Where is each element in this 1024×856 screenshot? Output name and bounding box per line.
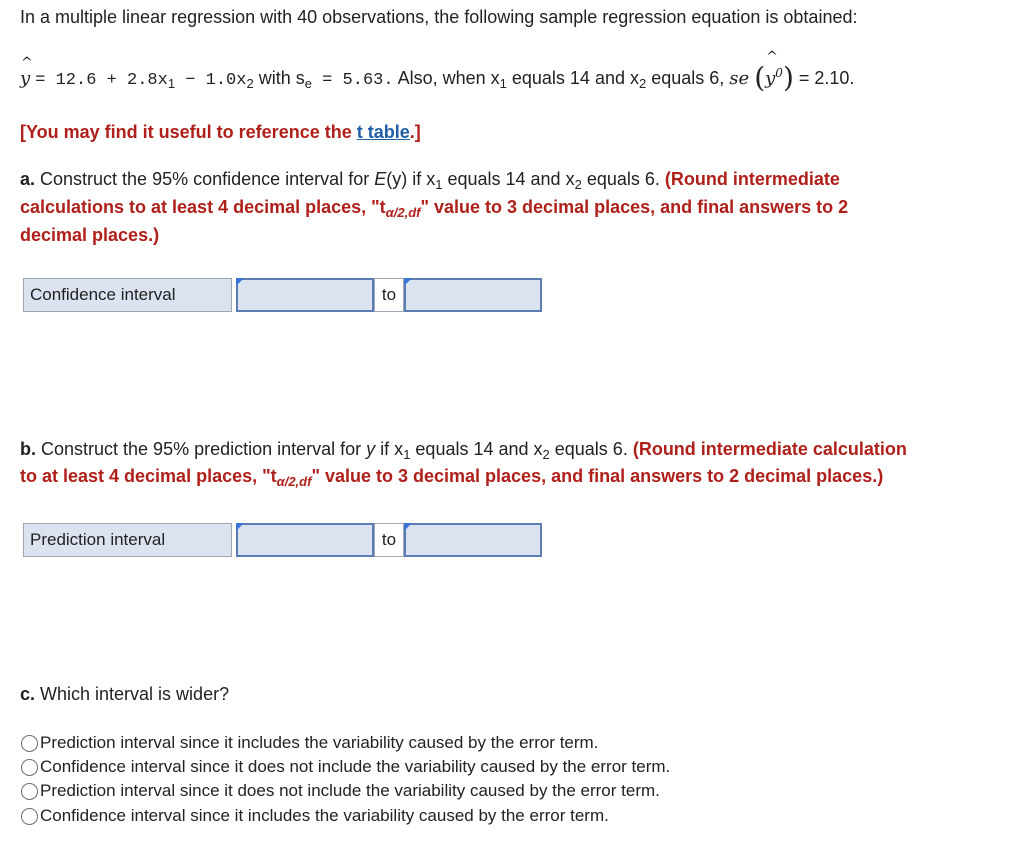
radio-button[interactable]	[21, 759, 38, 776]
confidence-interval-row	[23, 278, 542, 312]
prediction-upper-input[interactable]	[404, 523, 542, 557]
option-4[interactable]: Confidence interval since it includes the variability caused by the error term.	[21, 806, 609, 826]
se-function: se	[729, 68, 750, 89]
flag-icon	[236, 523, 244, 531]
prediction-lower-input[interactable]	[236, 523, 374, 557]
radio-button[interactable]	[21, 735, 38, 752]
flag-icon	[236, 278, 244, 286]
prediction-interval-label: Prediction interval	[23, 523, 232, 557]
part-a-line3: decimal places.)	[20, 225, 160, 245]
to-label: to	[374, 278, 404, 312]
option-3[interactable]: Prediction interval since it does not include the variability caused by the error term.	[21, 781, 660, 801]
part-b-line2: to at least 4 decimal places, "$t_{\alpha/2,df}$" value to 3 decimal places, and final answers to 2 decimal places.)	[20, 466, 884, 489]
to-label: to	[374, 523, 404, 557]
t-table-link[interactable]: t table	[356, 122, 410, 142]
y-hat-zero: ^ $y^0$	[765, 49, 783, 89]
regression-equation: ^ $y = 12.6 + 2.8x_1 - 1.0x_2$ with $s_e = 5.63$. Also, when $x_1$ equals 14 and $x_2$ equals 6, se ( ^ $y^0) = 2.10$.	[20, 49, 855, 94]
y-hat-symbol: ^ y	[20, 55, 33, 89]
intro-text: In a multiple linear regression with 40 observations, the following sample regression equation is obtained:	[20, 7, 858, 27]
reference-note: [You may find it useful to reference the t table.]	[20, 122, 421, 142]
left-paren: (	[754, 61, 766, 94]
confidence-lower-input[interactable]	[236, 278, 374, 312]
part-b-line1: b. Construct the 95% prediction interval for y if $x_1$ equals 14 and $x_2$ equals 6. (Round intermediate calculation	[20, 439, 907, 462]
part-a-line1: a. Construct the 95% confidence interval for E(y) if $x_1$ equals 14 and $x_2$ equals 6. (Round intermediate	[20, 169, 840, 192]
radio-button[interactable]	[21, 808, 38, 825]
right-paren: )	[782, 61, 794, 94]
flag-icon	[404, 523, 412, 531]
part-c-question: c. Which interval is wider?	[20, 684, 230, 704]
prediction-interval-row	[23, 523, 542, 557]
confidence-interval-label: Confidence interval	[23, 278, 232, 312]
radio-button[interactable]	[21, 783, 38, 800]
flag-icon	[404, 278, 412, 286]
confidence-upper-input[interactable]	[404, 278, 542, 312]
option-1[interactable]: Prediction interval since it includes the variability caused by the error term.	[21, 733, 598, 753]
part-a-line2: calculations to at least 4 decimal places, "$t_{\alpha/2,df}$" value to 3 decimal places, and final answers to 2	[20, 197, 849, 220]
option-2[interactable]: Confidence interval since it does not include the variability caused by the error term.	[21, 757, 670, 777]
